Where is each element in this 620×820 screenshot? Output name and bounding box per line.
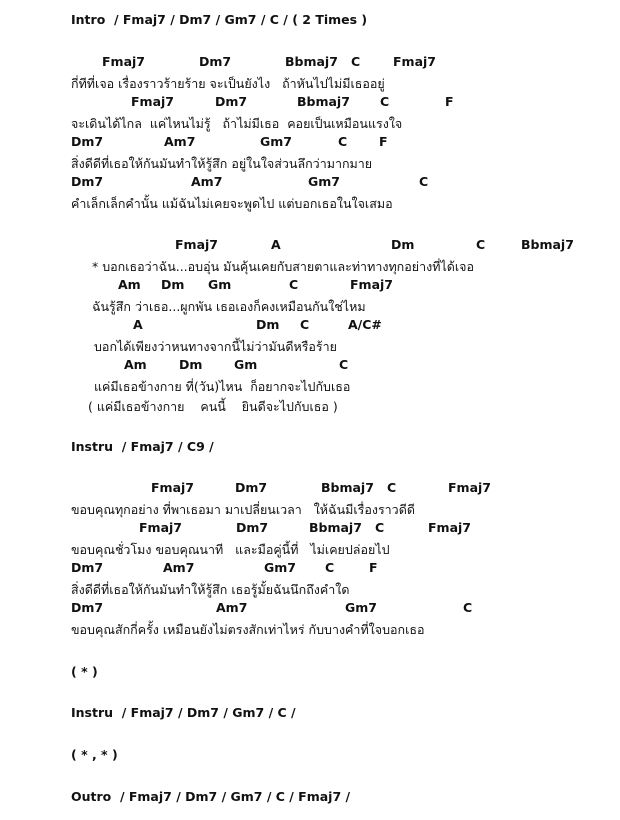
intro-line: Intro / Fmaj7 / Dm7 / Gm7 / C / ( 2 Times )	[71, 12, 368, 27]
chord-label: Dm7	[215, 94, 248, 109]
chord-label: A/C#	[348, 317, 382, 332]
chord-label: C	[339, 357, 349, 372]
chord-label: C	[289, 277, 299, 292]
chord-label: Bbmaj7	[321, 480, 374, 495]
chord-label: Dm	[179, 357, 203, 372]
outro-line: Outro / Fmaj7 / Dm7 / Gm7 / C / Fmaj7 /	[71, 789, 351, 804]
chord-label: C	[387, 480, 397, 495]
verse-2-lyric-line: ขอบคุณชั่วโมง ขอบคุณนาที และมือคู่นี้ที่ ไม่เคยปล่อยไป	[71, 542, 390, 557]
chord-label: Am	[124, 357, 147, 372]
verse-1-lyric-line: สิ่งดีดีที่เธอให้กันมันทำให้รู้สึก อยู่ในใจส่วนลึกว่ามากมาย	[71, 156, 373, 171]
chord-label: Fmaj7	[428, 520, 471, 535]
chord-label: Bbmaj7	[297, 94, 350, 109]
chord-label: C	[380, 94, 390, 109]
chord-label: Fmaj7	[350, 277, 393, 292]
verse-1-lyric-line: คำเล็กเล็กคำนั้น แม้ฉันไม่เคยจะพูดไป แต่บอกเธอในใจเสมอ	[71, 196, 393, 211]
chord-label: Dm7	[71, 174, 104, 189]
chord-label: F	[445, 94, 454, 109]
chord-label: C	[300, 317, 310, 332]
chord-label: C	[463, 600, 473, 615]
chord-label: Gm	[208, 277, 232, 292]
chord-label: Dm7	[71, 560, 104, 575]
chord-label: Fmaj7	[102, 54, 145, 69]
chord-label: F	[369, 560, 378, 575]
chord-label: Gm	[234, 357, 258, 372]
chorus-lyric-line: ( แค่มีเธอข้างกาย คนนี้ ยินดีจะไปกับเธอ )	[88, 399, 338, 414]
chord-label: Dm	[391, 237, 415, 252]
chord-label: Gm7	[264, 560, 296, 575]
verse-2-lyric-line: ขอบคุณทุกอย่าง ที่พาเธอมา มาเปลี่ยนเวลา ให้ฉันมีเรื่องราวดีดี	[71, 502, 415, 517]
chord-label: Dm7	[71, 600, 104, 615]
chord-label: Fmaj7	[393, 54, 436, 69]
chord-label: Bbmaj7	[285, 54, 338, 69]
chord-label: Fmaj7	[131, 94, 174, 109]
chord-label: Am7	[164, 134, 196, 149]
chord-label: A	[133, 317, 143, 332]
chorus-lyric-line: ฉันรู้สึก ว่าเธอ...ผูกพัน เธอเองก็คงเหมือนกันใช่ไหม	[92, 299, 366, 314]
chord-label: Fmaj7	[175, 237, 218, 252]
chord-label: Dm7	[199, 54, 232, 69]
chorus-lyric-line: แค่มีเธอข้างกาย ที่(วัน)ไหน ก็อยากจะไปกับเธอ	[94, 379, 351, 394]
chord-label: Dm7	[71, 134, 104, 149]
verse-1-lyric-line: กี่ทีที่เจอ เรื่องราวร้ายร้าย จะเป็นยังไง ถ้าหันไปไม่มีเธออยู่	[71, 76, 385, 91]
chord-label: A	[271, 237, 281, 252]
chorus-repeat-marker: ( * )	[71, 664, 98, 679]
chord-label: C	[338, 134, 348, 149]
chord-label: Fmaj7	[151, 480, 194, 495]
chorus-lyric-line: * บอกเธอว่าฉัน...อบอุ่น มันคุ้นเคยกับสายตาและท่าทางทุกอย่างที่ได้เจอ	[92, 259, 474, 274]
chord-label: Gm7	[345, 600, 377, 615]
instru-line-1: Instru / Fmaj7 / C9 /	[71, 439, 214, 454]
chord-label: Fmaj7	[448, 480, 491, 495]
chorus-double-repeat-marker: ( * , * )	[71, 747, 118, 762]
instru-line-2: Instru / Fmaj7 / Dm7 / Gm7 / C /	[71, 705, 296, 720]
chord-label: Am	[118, 277, 141, 292]
verse-2-lyric-line: สิ่งดีดีที่เธอให้กันมันทำให้รู้สึก เธอรู้มั้ยฉันนึกถึงคำใด	[71, 582, 350, 597]
chord-label: C	[419, 174, 429, 189]
chord-label: F	[379, 134, 388, 149]
chorus-lyric-line: บอกได้เพียงว่าหนทางจากนี้ไม่ว่ามันดีหรือร้าย	[94, 339, 337, 354]
chord-label: C	[476, 237, 486, 252]
chord-label: Dm7	[236, 520, 269, 535]
verse-2-lyric-line: ขอบคุณสักกี่ครั้ง เหมือนยังไม่ตรงสักเท่าไหร่ กับบางคำที่ใจบอกเธอ	[71, 622, 425, 637]
chord-label: C	[351, 54, 361, 69]
chord-label: Dm7	[235, 480, 268, 495]
verse-1-lyric-line: จะเดินได้ไกล แค่ไหนไม่รู้ ถ้าไม่มีเธอ คอยเป็นเหมือนแรงใจ	[71, 116, 403, 131]
chord-label: Am7	[191, 174, 223, 189]
chord-label: Dm	[256, 317, 280, 332]
chord-label: Fmaj7	[139, 520, 182, 535]
chord-label: Am7	[216, 600, 248, 615]
chord-label: Gm7	[308, 174, 340, 189]
chord-label: C	[325, 560, 335, 575]
chord-label: C	[375, 520, 385, 535]
chord-label: Dm	[161, 277, 185, 292]
chord-label: Gm7	[260, 134, 292, 149]
chord-label: Am7	[163, 560, 195, 575]
chord-label: Bbmaj7	[309, 520, 362, 535]
chord-label: Bbmaj7	[521, 237, 574, 252]
